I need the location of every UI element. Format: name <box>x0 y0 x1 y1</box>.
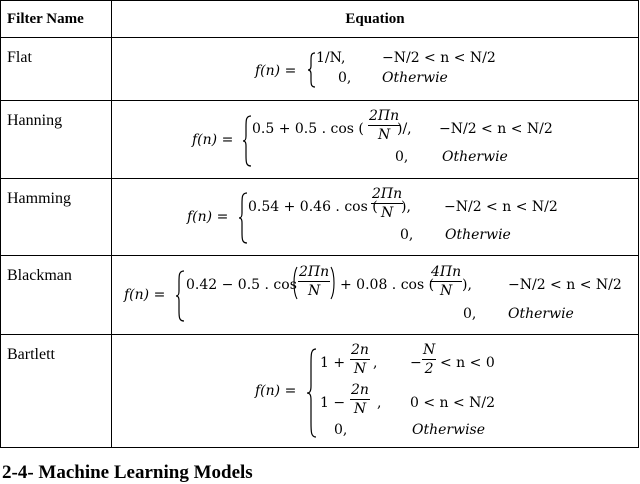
case-condition: −N/2 < n < N/2 <box>444 199 558 215</box>
fraction <box>371 187 403 220</box>
fraction-numerator: 4Πn <box>431 264 462 280</box>
equation-lhs: f(n) = <box>255 63 297 79</box>
fraction <box>430 265 462 298</box>
case-condition: −N/2 < n < N/2 <box>508 277 622 293</box>
equation-lhs: f(n) = <box>192 132 234 148</box>
case-condition: Otherwie <box>445 227 511 243</box>
case-condition: Otherwise <box>412 422 486 438</box>
equation-term: 0.42 − 0.5 . cos <box>186 277 297 293</box>
filter-name-bartlett: Bartlett <box>1 335 112 448</box>
fraction-denominator: N <box>307 283 321 299</box>
equation-term: )/, <box>397 121 412 137</box>
left-brace <box>243 115 252 167</box>
table-row <box>1 38 639 101</box>
equation-term: 1 − <box>320 395 346 411</box>
fraction-numerator: 2Πn <box>372 186 403 202</box>
fraction-denominator: N <box>380 205 394 221</box>
equation-lhs: f(n) = <box>124 287 166 303</box>
case-condition: Otherwie <box>508 306 574 322</box>
equation-bartlett <box>112 335 639 448</box>
table-row <box>1 101 639 179</box>
equation-hamming <box>112 179 639 256</box>
equation-flat <box>112 38 639 101</box>
equation-blackman <box>112 256 639 335</box>
table-row <box>1 256 639 335</box>
equation-term: 0.54 + 0.46 . cos ( <box>248 199 378 215</box>
fraction <box>422 343 436 376</box>
filter-name-flat: Flat <box>1 38 112 101</box>
filter-name-header: Filter Name <box>1 1 112 38</box>
case-condition: − <box>410 355 422 371</box>
case-condition: Otherwie <box>382 70 448 86</box>
case-value: 1/N, <box>316 50 346 66</box>
equation-term: ), <box>462 277 472 293</box>
case-condition: −N/2 < n < N/2 <box>439 121 553 137</box>
fraction <box>298 265 330 298</box>
filter-name-hamming: Hamming <box>1 179 112 256</box>
fraction-numerator: N <box>423 342 436 358</box>
fraction-denominator: N <box>353 401 367 417</box>
case-value: 0, <box>395 149 409 165</box>
fraction <box>368 109 400 142</box>
table-row <box>1 335 639 448</box>
left-brace <box>307 348 317 438</box>
equation-hanning <box>112 101 639 179</box>
case-condition: Otherwie <box>442 149 508 165</box>
left-brace <box>239 192 248 244</box>
equation-term: 1 + <box>320 355 346 371</box>
fraction-numerator: 2Πn <box>369 108 400 124</box>
equation-term: + 0.08 . cos ( <box>340 277 435 293</box>
equation-lhs: f(n) = <box>255 383 297 399</box>
case-value: 0, <box>463 306 477 322</box>
case-value: 0, <box>338 70 352 86</box>
case-condition: < n < 0 <box>440 355 495 371</box>
fraction-numerator: 2n <box>351 382 369 398</box>
case-condition: 0 < n < N/2 <box>410 395 496 411</box>
right-paren <box>330 266 336 300</box>
section-heading: 2-4- Machine Learning Models <box>2 462 253 483</box>
equation-term: 0.5 + 0.5 . cos ( <box>252 121 364 137</box>
case-condition: −N/2 < n < N/2 <box>382 50 496 66</box>
case-value: 0, <box>334 422 348 438</box>
fraction-denominator: N <box>377 127 391 143</box>
filter-name-hanning: Hanning <box>1 101 112 179</box>
case-value: 0, <box>400 227 414 243</box>
fraction-numerator: 2n <box>351 342 369 358</box>
fraction <box>350 343 370 376</box>
filter-name-blackman: Blackman <box>1 256 112 335</box>
left-brace <box>308 52 316 88</box>
equation-term: ), <box>401 199 411 215</box>
equation-header: Equation <box>112 1 639 38</box>
equation-term: , <box>377 395 382 411</box>
fraction-denominator: N <box>353 361 367 377</box>
fraction <box>350 383 370 416</box>
fraction-denominator: 2 <box>424 361 434 377</box>
fraction-denominator: N <box>439 283 453 299</box>
left-brace <box>176 270 185 322</box>
table-row <box>1 179 639 256</box>
equation-term: , <box>373 355 378 371</box>
table-header-row <box>1 1 639 38</box>
fraction-numerator: 2Πn <box>299 264 330 280</box>
equation-lhs: f(n) = <box>187 209 229 225</box>
